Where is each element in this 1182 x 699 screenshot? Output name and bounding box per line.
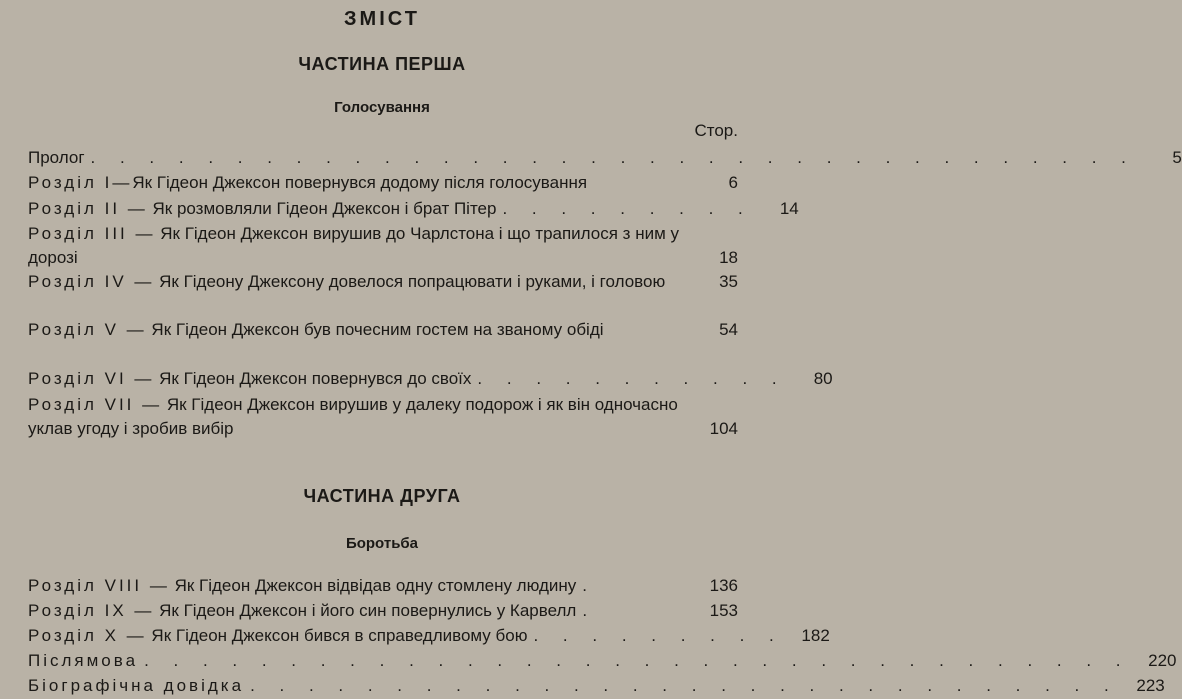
entry-text: Як Гідеон Джексон повернувся додому після голосування: [132, 173, 588, 192]
leader-dots: . . . . . . . . . . . . . . . . . . . . . . . . . . . . . .: [250, 676, 1119, 695]
toc-entry[interactable]: [28, 649, 1177, 673]
entry-text: Як Гідеон Джексон був почесним гостем на званому обіді: [151, 320, 604, 339]
entry-text: Як Гідеон Джексон і його син повернулись у Карвелл: [159, 601, 577, 620]
page-title: ЗМІСТ: [344, 8, 420, 30]
leader-dots: . . . . . . . . . . . . . . . . . . . . . . . . . . . . . . . . . .: [144, 651, 1131, 670]
entry-page: 6: [728, 173, 738, 192]
entry-page: 153: [709, 601, 738, 620]
toc-entry[interactable]: [28, 197, 799, 221]
leader-dots: . . . . . . . . .: [533, 626, 784, 645]
part2-title: ЧАСТИНА ДРУГА: [303, 486, 461, 506]
entry-page: 35: [719, 272, 738, 291]
toc-entry[interactable]: [28, 222, 738, 270]
entry-text: Як Гідеон Джексон повернувся до своїх: [159, 369, 472, 388]
entry-label: Розділ IV —: [28, 272, 155, 291]
toc-entry[interactable]: [28, 318, 738, 342]
toc-entry[interactable]: [28, 624, 830, 648]
leader-dots: [587, 171, 692, 195]
entry-page: 104: [709, 419, 738, 438]
part1-title: ЧАСТИНА ПЕРША: [298, 54, 466, 74]
entry-page: 14: [779, 199, 799, 218]
entry-label: Розділ I—: [28, 173, 133, 192]
entry-page: 182: [801, 626, 830, 645]
entry-text: Як Гідеон Джексон бився в справедливому бою: [151, 626, 528, 645]
toc-entry[interactable]: [28, 574, 738, 598]
part2-subtitle: Боротьба: [345, 535, 419, 552]
entry-label: Розділ IX —: [28, 601, 155, 620]
entry-text: Як розмовляли Гідеон Джексон і брат Пітер: [152, 199, 497, 218]
entry-label: Розділ II —: [28, 199, 148, 218]
entry-page: 5: [1172, 148, 1182, 167]
entry-text: Як Гідеон Джексон відвідав одну стомлену людину: [174, 576, 577, 595]
entry-text: Як Гідеон Джексон вирушив у далеку подорож і як він одночасно уклав угоду і зробив вибір: [28, 395, 683, 438]
entry-text: Як Гідеон Джексон вирушив до Чарлстона і що трапилося з ним у дорозі: [28, 224, 684, 267]
toc-entry[interactable]: [28, 270, 738, 294]
leader-dots: . . . . . . . . . . .: [477, 369, 787, 388]
toc-entry[interactable]: [28, 599, 738, 623]
entry-label: Розділ V —: [28, 320, 147, 339]
entry-label: Пролог: [28, 148, 85, 167]
entry-page: 136: [709, 576, 738, 595]
leader-dots: .: [582, 576, 598, 595]
leader-dots: . . . . . . . . . . . . . . . . . . . . . . . . . . . . . . . . . . . .: [90, 148, 1136, 167]
entry-page: 223: [1136, 676, 1165, 695]
part1-subtitle: Голосування: [334, 99, 430, 116]
toc-entry[interactable]: [28, 674, 1165, 698]
leader-dots: . . . . . . . . .: [502, 199, 753, 218]
toc-entry[interactable]: [28, 393, 738, 441]
entry-label: Розділ VI —: [28, 369, 155, 388]
entry-page: 18: [719, 248, 738, 267]
toc-entry[interactable]: [28, 146, 1182, 170]
entry-page: 54: [719, 320, 738, 339]
entry-label: Розділ VII —: [28, 395, 163, 414]
entry-label: Післямова: [28, 651, 139, 670]
page-column-header: Стор.: [694, 121, 738, 140]
entry-page: 80: [813, 369, 833, 388]
toc-entry[interactable]: [28, 171, 738, 195]
entry-label: Розділ VIII —: [28, 576, 170, 595]
entry-page: 220: [1148, 651, 1177, 670]
entry-label: Біографічна довідка: [28, 676, 245, 695]
toc-entry[interactable]: [28, 367, 833, 391]
leader-dots: .: [582, 601, 598, 620]
entry-text: Як Гідеону Джексону довелося попрацювати і руками, і головою: [159, 272, 666, 291]
entry-label: Розділ X —: [28, 626, 147, 645]
entry-label: Розділ III —: [28, 224, 156, 243]
